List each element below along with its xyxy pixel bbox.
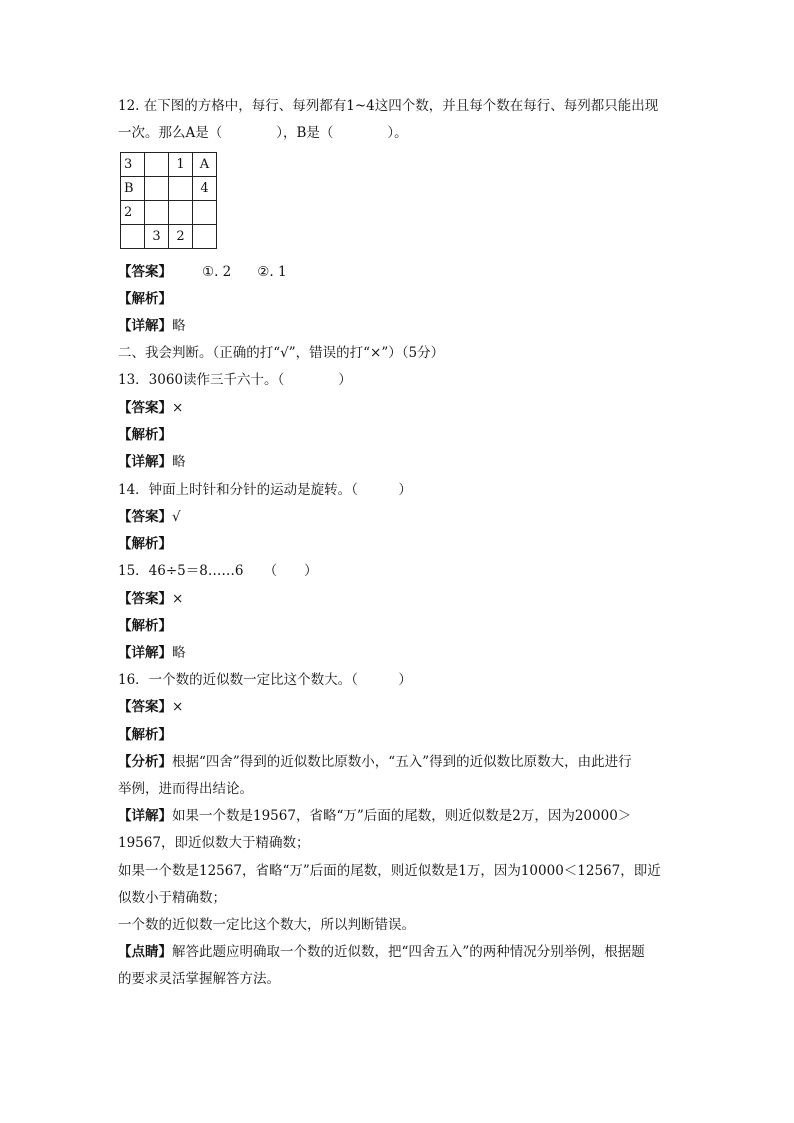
answer-value: × [172,699,184,715]
grid-cell [193,201,217,225]
q16-detail-row [118,806,631,826]
grid-cell: A [193,153,217,177]
q12-detail-row [118,316,186,336]
answer-label: 【答案】 [118,400,172,416]
q13-answer-row [118,398,183,418]
grid-cell: 2 [169,225,193,249]
answer-value-2: ②. 1 [257,264,287,280]
q16-question: 16．一个数的近似数一定比这个数大。（ ） [118,672,412,688]
grid-cell: 2 [121,201,145,225]
answer-label: 【答案】 [118,699,172,715]
grid-cell [193,225,217,249]
answer-label: 【答案】 [118,591,172,607]
q16-dianjing-row [118,942,645,962]
detail-text: 略 [172,454,186,470]
detail-text: 如果一个数是19567，省略“万”后面的尾数，则近似数是2万，因为20000＞ [172,808,632,824]
grid-cell: B [121,177,145,201]
q12-line1: 12. 在下图的方格中，每行、每列都有1~4这四个数，并且每个数在每行、每列都只能出现 [118,98,659,114]
section-heading: 二、我会判断。（正确的打“√”，错误的打“×”）（5分） [118,345,445,361]
q12-analysis-label: 【解析】 [118,291,172,307]
grid-cell [121,225,145,249]
grid-cell [169,201,193,225]
grid-cell [145,153,169,177]
dianjing-text: 解答此题应明确取一个数的近似数，把“四舍五入”的两种情况分别举例，根据题 [172,944,645,960]
detail-label: 【详解】 [118,318,172,334]
answer-value: × [172,400,184,416]
q13-question: 13．3060读作三千六十。（ ） [118,372,352,388]
answer-label: 【答案】 [118,264,172,280]
q12-answer-row [118,262,287,282]
fenxi-label: 【分析】 [118,754,172,770]
q13-detail-row [118,452,186,472]
answer-value: √ [172,509,181,525]
q16-detail-line3: 如果一个数是12567，省略“万”后面的尾数，则近似数是1万，因为10000＜12567，即近 [118,863,661,879]
grid-cell [145,177,169,201]
q16-detail-line4: 似数小于精确数； [118,890,226,906]
answer-label: 【答案】 [118,509,172,525]
grid-cell [169,177,193,201]
q14-answer-row [118,507,181,527]
detail-text: 略 [172,645,186,661]
q16-fenxi-row [118,752,632,772]
answer-value: × [172,591,184,607]
detail-label: 【详解】 [118,645,172,661]
detail-label: 【详解】 [118,808,172,824]
detail-label: 【详解】 [118,454,172,470]
grid-cell: 3 [145,225,169,249]
q16-detail-line2: 19567，即近似数大于精确数； [118,835,310,851]
q12-line2: 一次。那么A是（ ），B是（ ）。 [118,125,408,141]
q14-analysis-label: 【解析】 [118,536,172,552]
grid-cell: 3 [121,153,145,177]
q16-analysis-label: 【解析】 [118,727,172,743]
grid-cell [145,201,169,225]
fenxi-text: 根据“四舍”得到的近似数比原数小，“五入”得到的近似数比原数大，由此进行 [172,754,632,770]
detail-text: 略 [172,318,186,334]
q14-question: 14．钟面上时针和分针的运动是旋转。（ ） [118,482,412,498]
q15-question: 15．46÷5＝8……6 （ ） [118,563,318,579]
q16-fenxi-line2: 举例，进而得出结论。 [118,781,253,797]
q16-dianjing-line2: 的要求灵活掌握解答方法。 [118,971,280,987]
number-grid [120,152,217,249]
q13-analysis-label: 【解析】 [118,427,172,443]
grid-cell: 4 [193,177,217,201]
q16-answer-row [118,697,183,717]
dianjing-label: 【点睛】 [118,944,172,960]
grid-cell: 1 [169,153,193,177]
q16-detail-line5: 一个数的近似数一定比这个数大，所以判断错误。 [118,917,415,933]
q15-answer-row [118,589,183,609]
answer-value-1: ①. 2 [202,264,232,280]
q15-analysis-label: 【解析】 [118,618,172,634]
q15-detail-row [118,643,186,663]
